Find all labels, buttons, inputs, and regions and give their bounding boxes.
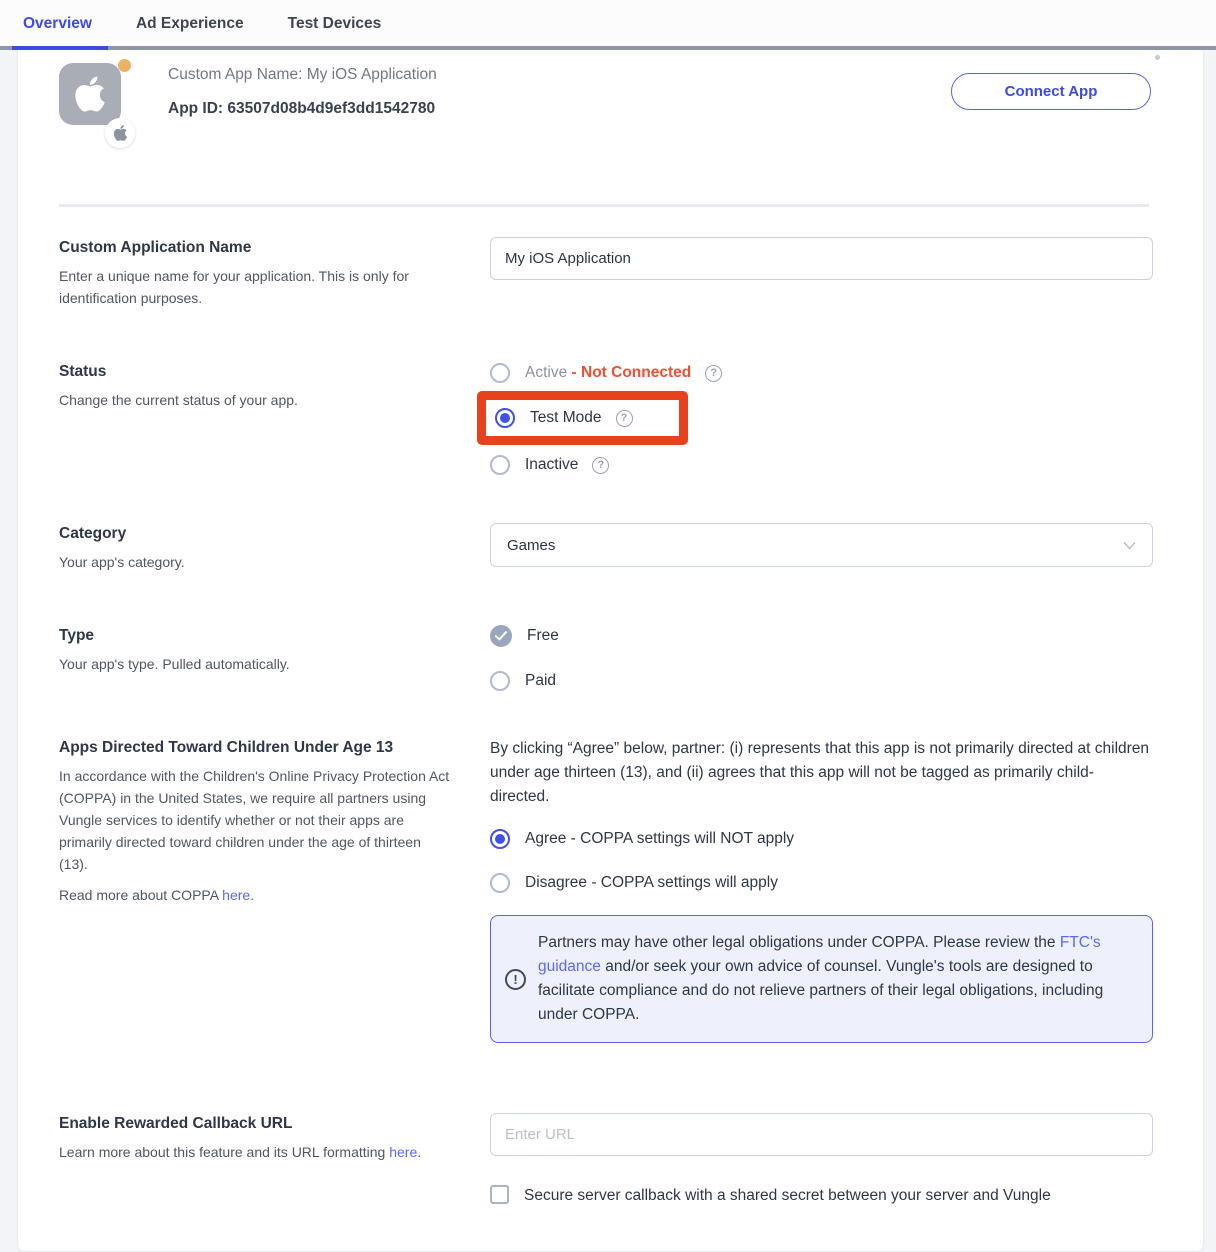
app-header-text — [168, 63, 437, 118]
app-icon — [59, 63, 121, 125]
category-selected-value: Games — [507, 536, 556, 554]
status-label: Status — [59, 363, 107, 380]
app-header — [18, 50, 1203, 170]
secure-callback-option[interactable] — [490, 1183, 1151, 1208]
radio-disagree[interactable] — [490, 873, 510, 893]
callback-here-link[interactable]: here — [389, 1144, 418, 1160]
callback-row — [59, 1113, 1151, 1208]
type-option-free — [490, 625, 1151, 647]
coppa-read-more: Read more about COPPA here. — [59, 887, 255, 903]
type-label: Type — [59, 627, 95, 644]
app-id-line: App ID: 63507d08b4d9ef3dd1542780 — [168, 100, 436, 117]
custom-app-name-line: Custom App Name: My iOS Application — [168, 66, 437, 83]
status-option-test-mode[interactable] — [495, 408, 633, 428]
callback-url-input[interactable] — [490, 1113, 1153, 1156]
connect-app-button[interactable]: Connect App — [951, 73, 1151, 110]
status-inactive-label: Inactive — [525, 456, 579, 473]
decorative-dot — [1155, 55, 1160, 60]
radio-test-mode[interactable] — [495, 408, 515, 428]
help-icon[interactable]: ? — [616, 410, 633, 427]
category-label: Category — [59, 525, 127, 542]
custom-name-label: Custom Application Name — [59, 239, 252, 256]
coppa-here-link[interactable]: here — [222, 887, 251, 903]
status-option-active[interactable] — [490, 363, 1151, 383]
status-option-inactive[interactable] — [490, 455, 1151, 475]
coppa-notice-box — [490, 915, 1153, 1043]
status-indicator-dot — [118, 59, 131, 72]
category-description: Your app's category. — [59, 554, 185, 570]
custom-name-row — [59, 237, 1151, 309]
ftc-guidance-link[interactable]: FTC's guidance — [538, 934, 1101, 975]
coppa-notice-text: Partners may have other legal obligations under COPPA. Please review the FTC's guidance and/or seek your own advice of counsel. Vungle's tools are designed to facilitate compliance and do not relieve partners of their legal obligations, including under COPPA. — [538, 934, 1104, 1023]
settings-form — [18, 207, 1203, 1208]
tab-test-devices[interactable]: Test Devices — [287, 15, 382, 32]
radio-paid — [490, 671, 510, 691]
secure-callback-label: Secure server callback with a shared secret between your server and Vungle — [524, 1187, 1051, 1204]
type-description: Your app's type. Pulled automatically. — [59, 656, 290, 672]
platform-badge-apple-icon — [105, 118, 135, 148]
info-icon: ! — [505, 969, 526, 990]
coppa-disagree-label: Disagree - COPPA settings will apply — [525, 874, 778, 891]
coppa-row — [59, 737, 1151, 1043]
category-row — [59, 523, 1151, 573]
secure-callback-checkbox[interactable] — [490, 1185, 509, 1204]
app-settings-card — [17, 50, 1204, 1252]
coppa-label: Apps Directed Toward Children Under Age 13 — [59, 739, 394, 756]
callback-description: Learn more about this feature and its URL formatting here. — [59, 1144, 422, 1160]
radio-active[interactable] — [490, 363, 510, 383]
help-icon[interactable]: ? — [705, 365, 722, 382]
checked-circle-icon — [490, 625, 512, 647]
type-option-paid — [490, 671, 1151, 691]
category-select[interactable] — [490, 523, 1153, 567]
tab-bar — [0, 0, 1216, 50]
coppa-description: In accordance with the Children's Online Privacy Protection Act (COPPA) in the United States, we require all partners using Vungle services to identify whether or not their apps are primarily directed toward children under the age of thirteen (13). — [59, 768, 450, 872]
coppa-option-disagree[interactable] — [490, 873, 1151, 893]
custom-name-input[interactable] — [490, 237, 1153, 280]
status-active-label: Active — [525, 364, 568, 381]
coppa-option-agree[interactable] — [490, 829, 1151, 849]
type-row — [59, 625, 1151, 691]
status-row — [59, 361, 1151, 475]
callback-label: Enable Rewarded Callback URL — [59, 1115, 293, 1132]
status-not-connected-label: - Not Connected — [571, 364, 692, 381]
coppa-agree-label: Agree - COPPA settings will NOT apply — [525, 830, 795, 847]
tab-ad-experience[interactable]: Ad Experience — [135, 15, 244, 32]
chevron-down-icon — [1123, 537, 1136, 554]
coppa-agreement-text: By clicking “Agree” below, partner: (i) represents that this app is not primarily directed at children under age thirteen (13), and (ii) agrees that this app will not be tagged as primarily child-directed. — [490, 740, 1150, 805]
radio-agree[interactable] — [490, 829, 510, 849]
type-free-label: Free — [527, 627, 559, 644]
tab-overview[interactable]: Overview — [23, 15, 92, 35]
help-icon[interactable]: ? — [592, 457, 609, 474]
custom-name-description: Enter a unique name for your application. This is only for identification purposes. — [59, 268, 409, 306]
annotation-highlight-box — [477, 391, 688, 445]
radio-inactive[interactable] — [490, 455, 510, 475]
status-test-mode-label: Test Mode — [530, 409, 602, 426]
status-description: Change the current status of your app. — [59, 392, 298, 408]
type-paid-label: Paid — [525, 672, 557, 689]
apple-icon — [59, 63, 121, 125]
